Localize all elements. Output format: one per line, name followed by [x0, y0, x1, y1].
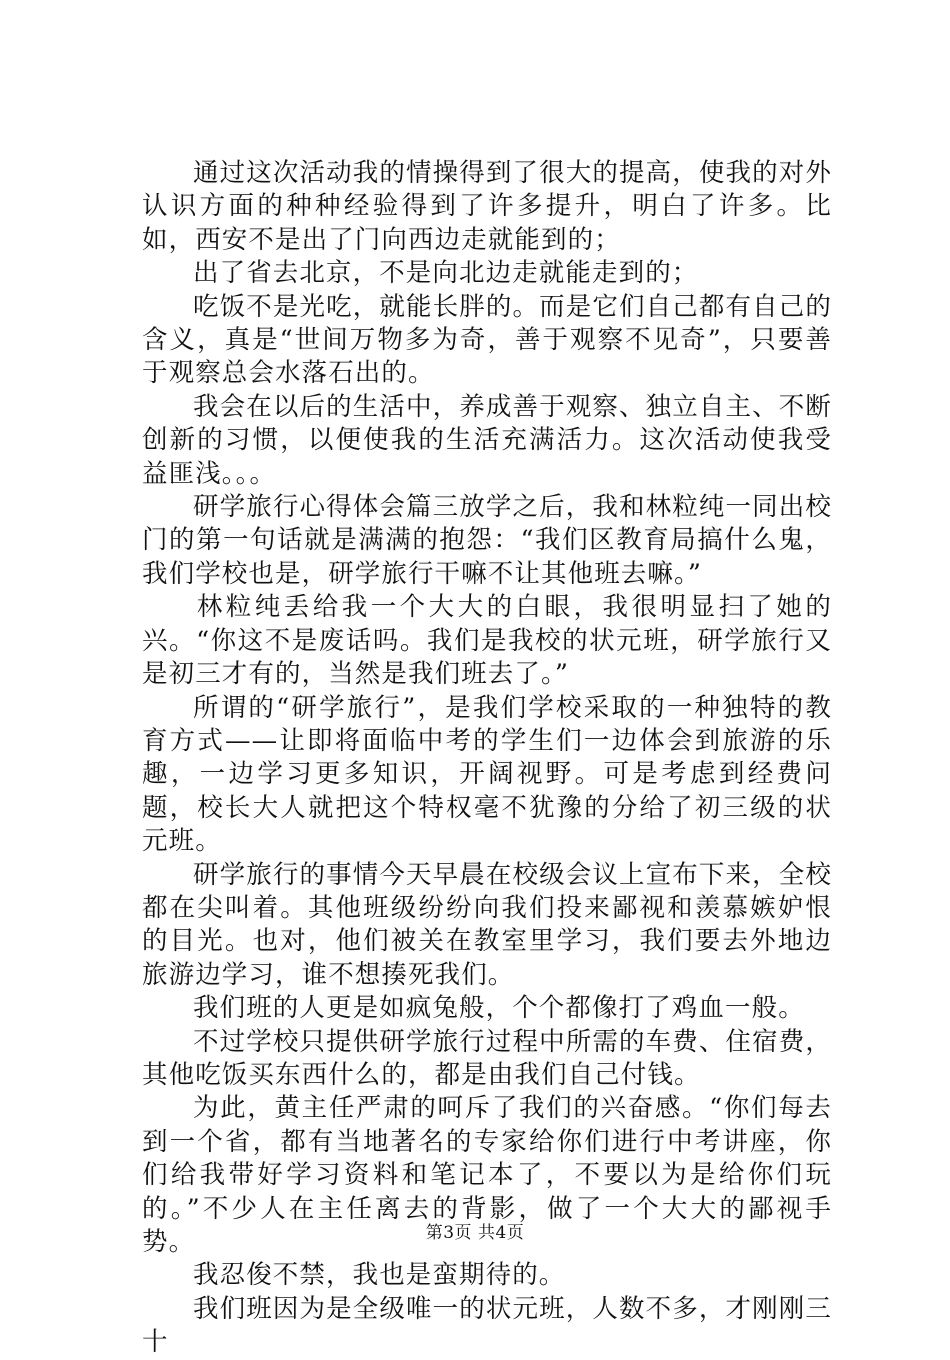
page-number-footer: 第3页 共4页	[425, 1223, 525, 1243]
paragraph-13: 我们班因为是全级唯一的状元班，人数不多，才刚刚三十	[142, 1293, 832, 1358]
paragraph-2: 出了省去北京，不是向北边走就能走到的；	[193, 258, 699, 289]
paragraph-4: 我会在以后的生活中，养成善于观察、独立自主、不断创新的习惯，以便使我的生活充满活力。这次活动使我受益匪浅。。。	[142, 391, 832, 489]
paragraph-12: 我忍俊不禁，我也是蛮期待的。	[193, 1260, 566, 1291]
paragraph-10: 不过学校只提供研学旅行过程中所需的车费、住宿费，其他吃饭买东西什么的，都是由我们自己付钱。	[142, 1026, 832, 1090]
paragraph-3: 吃饭不是光吃，就能长胖的。而是它们自己都有自己的含义，真是“世间万物多为奇，善于观察不见奇”，只要善于观察总会水落石出的。	[142, 291, 832, 389]
paragraph-7: 所谓的“研学旅行”，是我们学校采取的一种独特的教育方式——让即将面临中考的学生们一边体会到旅游的乐趣，一边学习更多知识，开阔视野。可是考虑到经费问题，校长大人就把这个特权毫不犹豫的分给了初三级的状元班。	[142, 692, 832, 857]
paragraph-9: 我们班的人更是如疯兔般，个个都像打了鸡血一般。	[193, 993, 805, 1024]
paragraph-8: 研学旅行的事情今天早晨在校级会议上宣布下来，全校都在尖叫着。其他班级纷纷向我们投来鄙视和羡慕嫉妒恨的目光。也对，他们被关在教室里学习，我们要去外地边旅游边学习，谁不想揍死我们。	[142, 859, 832, 990]
paragraph-11: 为此，黄主任严肃的呵斥了我们的兴奋感。“你们每去到一个省，都有当地著名的专家给你们进行中考讲座，你们给我带好学习资料和笔记本了，不要以为是给你们玩的。”不少人在主任离去的背影，做了一个大大的鄙视手势。	[142, 1093, 832, 1257]
paragraph-1: 通过这次活动我的情操得到了很大的提高，使我的对外认识方面的种种经验得到了许多提升，明白了许多。比如，西安不是出了门向西边走就能到的；	[142, 158, 832, 255]
paragraph-6: 林粒纯丢给我一个大大的白眼，我很明显扫了她的兴。“你这不是废话吗。我们是我校的状元班，研学旅行又是初三才有的，当然是我们班去了。”	[142, 592, 832, 690]
paragraph-5: 研学旅行心得体会篇三放学之后，我和林粒纯一同出校门的第一句话就是满满的抱怨：“我们区教育局搞什么鬼，我们学校也是，研学旅行干嘛不让其他班去嘛。”	[142, 492, 832, 589]
body-text	[142, 157, 832, 1360]
